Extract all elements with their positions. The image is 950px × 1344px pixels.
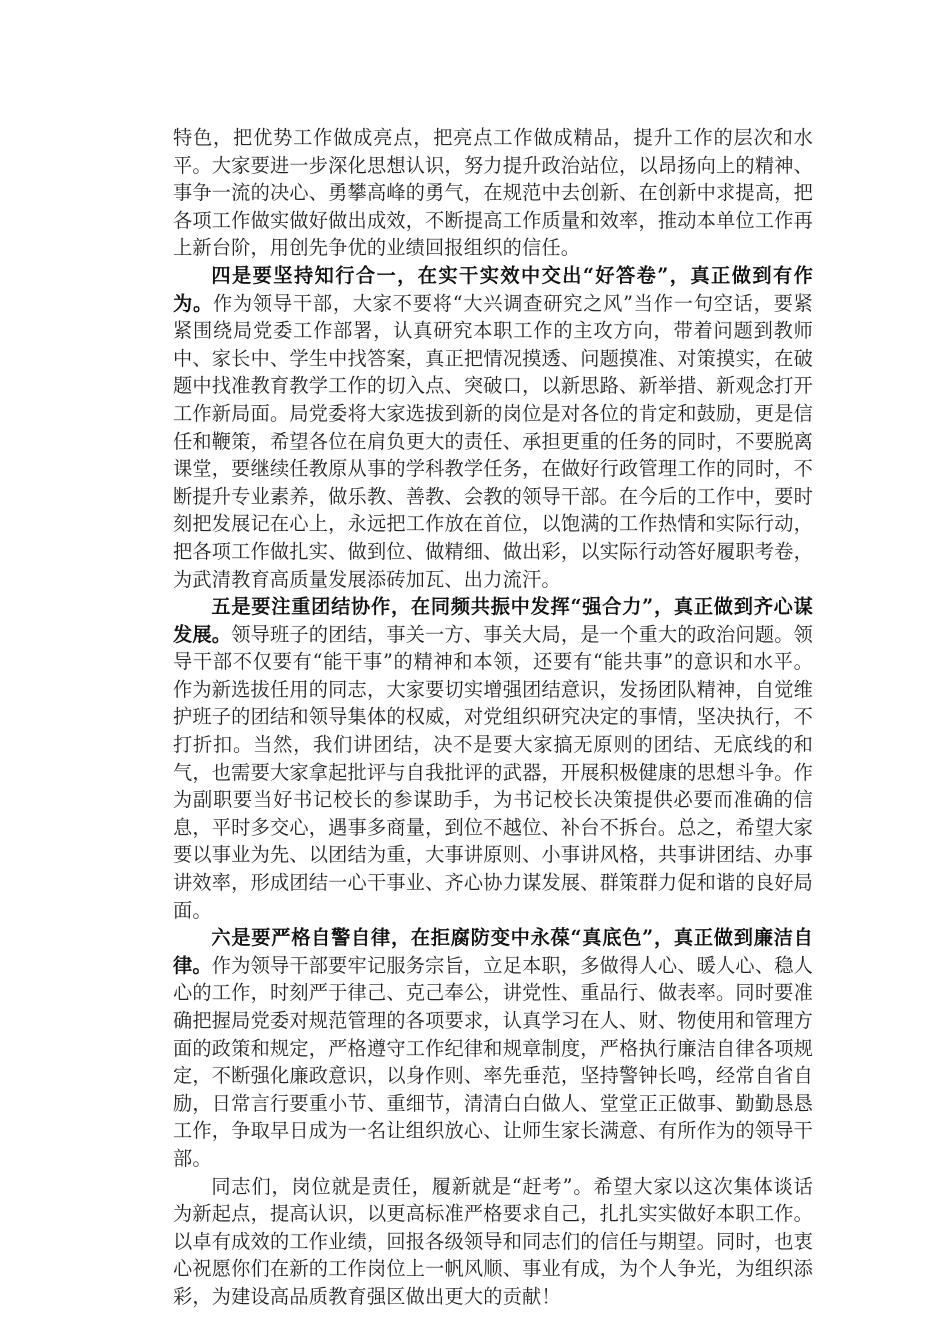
paragraph-4 bbox=[173, 924, 813, 1172]
paragraph-3 bbox=[173, 593, 813, 924]
paragraph-2-text: 作为领导干部，大家不要将“大兴调查研究之风”当作一句空话，要紧紧围绕局党委工作部署，认真研究本职工作的主攻方向，带着问题到教师中、家长中、学生中找答案，真正把情况摸透、问题摸准、对策摸实，在破题中找准教育教学工作的切入点、突破口，以新思路、新举措、新观念打开工作新局面。局党委将大家选拔到新的岗位是对各位的肯定和鼓励，更是信任和鞭策，希望各位在肩负更大的责任、承担更重的任务的同时，不要脱离课堂，要继续任教原从事的学科教学任务，在做好行政管理工作的同时，不断提升专业素养，做乐教、善教、会教的领导干部。在今后的工作中，要时刻把发展记在心上，永远把工作放在首位，以饱满的工作热情和实际行动，把各项工作做扎实、做到位、做精细、做出彩，以实际行动答好履职考卷，为武清教育高质量发展添砖加瓦、出力流汗。 bbox=[173, 291, 813, 591]
paragraph-3-text: 领导班子的团结，事关一方、事关大局，是一个重大的政治问题。领导干部不仅要有“能干事”的精神和本领，还要有“能共事”的意识和水平。作为新选拔任用的同志，大家要切实增强团结意识，发扬团队精神，自觉维护班子的团结和领导集体的权威，对党组织研究决定的事情，坚决执行，不打折扣。当然，我们讲团结，决不是要大家搞无原则的团结、无底线的和气，也需要大家拿起批评与自我批评的武器，开展积极健康的思想斗争。作为副职要当好书记校长的参谋助手，为书记校长决策提供必要而准确的信息，平时多交心，遇事多商量，到位不越位、补台不拆台。总之，希望大家要以事业为先、以团结为重，大事讲原则、小事讲风格，共事讲团结、办事讲效率，形成团结一心干事业、齐心协力谋发展、群策群力促和谐的良好局面。 bbox=[173, 622, 813, 922]
paragraph-4-lead: 六是要严格自警自律，在拒腐防变中永葆“真底色”，真正做到廉洁自律。 bbox=[173, 926, 813, 977]
document-body bbox=[173, 124, 813, 1311]
paragraph-1 bbox=[173, 124, 813, 262]
paragraph-2 bbox=[173, 262, 813, 593]
paragraph-3-lead: 五是要注重团结协作，在同频共振中发挥“强合力”，真正做到齐心谋发展。 bbox=[173, 595, 813, 646]
paragraph-2-lead: 四是要坚持知行合一，在实干实效中交出“好答卷”，真正做到有作为。 bbox=[173, 263, 813, 315]
paragraph-5-text: 同志们，岗位就是责任，履新就是“赶考”。希望大家以这次集体谈话为新起点，提高认识，以更高标准严格要求自己，扎扎实实做好本职工作。以卓有成效的工作业绩，回报各级领导和同志们的信任与期望。同时，也衷心祝愿你们在新的工作岗位上一帆风顺、事业有成，为个人争光，为组织添彩，为建设高品质教育强区做出更大的贡献！ bbox=[173, 1174, 813, 1308]
paragraph-5 bbox=[173, 1173, 813, 1311]
paragraph-4-text: 作为领导干部要牢记服务宗旨，立足本职，多做得人心、暖人心、稳人心的工作，时刻严于律己、克己奉公，讲党性、重品行、做表率。同时要准确把握局党委对规范管理的各项要求，认真学习在人、财、物使用和管理方面的政策和规定，严格遵守工作纪律和规章制度，严格执行廉洁自律各项规定，不断强化廉政意识，以身作则、率先垂范，坚持警钟长鸣，经常自省自励，日常言行要重小节、重细节，清清白白做人、堂堂正正做事、勤勤恳恳工作，争取早日成为一名让组织放心、让师生家长满意、有所作为的领导干部。 bbox=[173, 953, 813, 1170]
paragraph-1-text: 特色，把优势工作做成亮点，把亮点工作做成精品，提升工作的层次和水平。大家要进一步深化思想认识，努力提升政治站位，以昂扬向上的精神、事争一流的决心、勇攀高峰的勇气，在规范中去创新、在创新中求提高，把各项工作做实做好做出成效，不断提高工作质量和效率，推动本单位工作再上新台阶，用创先争优的业绩回报组织的信任。 bbox=[173, 126, 813, 260]
